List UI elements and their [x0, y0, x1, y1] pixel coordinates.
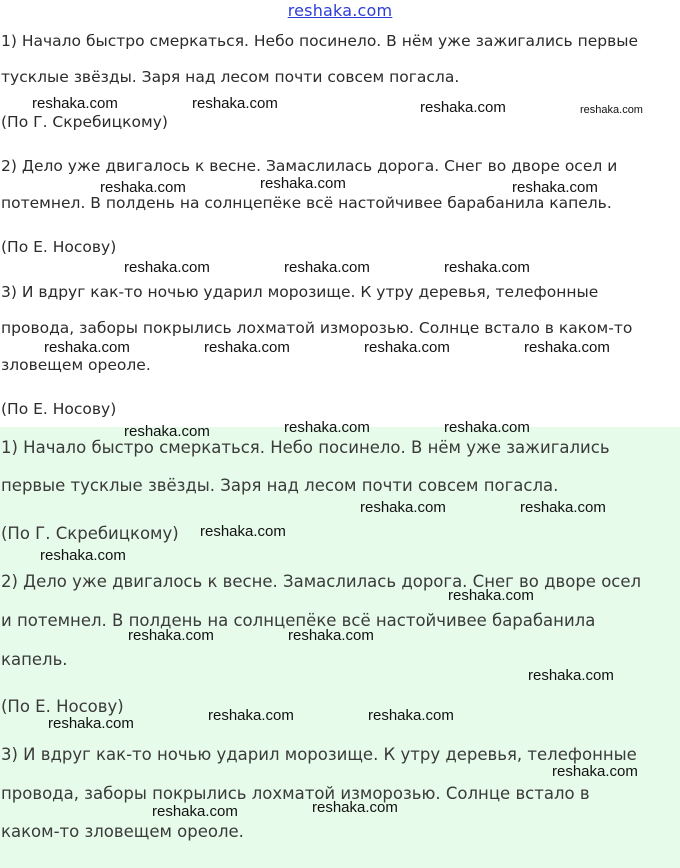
watermark: reshaka.com — [284, 419, 370, 436]
watermark: reshaka.com — [520, 499, 606, 516]
top-line-2: тусклые звёзды. Заря над лесом почти совсем погасла. — [1, 68, 460, 86]
watermark: reshaka.com — [128, 627, 214, 644]
bottom-line-5: и потемнел. В полдень на солнцепёке всё настойчивее барабанила — [1, 611, 596, 630]
watermark: reshaka.com — [552, 763, 638, 780]
watermark: reshaka.com — [100, 179, 186, 196]
bottom-line-9: провода, заборы покрылись лохматой изморозью. Солнце встало в — [1, 784, 590, 803]
watermark: reshaka.com — [192, 95, 278, 112]
top-line-5: потемнел. В полдень на солнцепёке всё настойчивее барабанила капель. — [1, 194, 612, 212]
watermark: reshaka.com — [204, 339, 290, 356]
watermark: reshaka.com — [124, 423, 210, 440]
watermark: reshaka.com — [528, 667, 614, 684]
watermark: reshaka.com — [360, 499, 446, 516]
watermark: reshaka.com — [448, 587, 534, 604]
top-line-7: 3) И вдруг как-то ночью ударил морозище. К утру деревья, телефонные — [1, 283, 599, 301]
watermark: reshaka.com — [32, 95, 118, 112]
top-line-10: (По Е. Носову) — [1, 400, 117, 418]
watermark: reshaka.com — [524, 339, 610, 356]
top-line-8: провода, заборы покрылись лохматой изморозью. Солнце встало в каком-то — [1, 319, 633, 337]
watermark: reshaka.com — [364, 339, 450, 356]
watermark: reshaka.com — [444, 419, 530, 436]
watermark: reshaka.com — [420, 99, 506, 116]
bottom-line-4: 2) Дело уже двигалось к весне. Замаслилась дорога. Снег во дворе осел — [1, 572, 642, 591]
bottom-line-8: 3) И вдруг как-то ночью ударил морозище. К утру деревья, телефонные — [1, 745, 637, 764]
top-line-9: зловещем ореоле. — [1, 356, 151, 374]
watermark: reshaka.com — [260, 175, 346, 192]
watermark: reshaka.com — [44, 339, 130, 356]
watermark: reshaka.com — [284, 259, 370, 276]
watermark: reshaka.com — [580, 104, 643, 116]
watermark: reshaka.com — [444, 259, 530, 276]
watermark: reshaka.com — [208, 707, 294, 724]
watermark: reshaka.com — [152, 803, 238, 820]
bottom-line-6: капель. — [1, 650, 68, 669]
watermark: reshaka.com — [48, 715, 134, 732]
watermark: reshaka.com — [288, 627, 374, 644]
bottom-line-10: каком-то зловещем ореоле. — [1, 822, 244, 841]
bottom-line-1: 1) Начало быстро смеркаться. Небо посинело. В нём уже зажигались — [1, 438, 610, 457]
watermark: reshaka.com — [312, 799, 398, 816]
watermark: reshaka.com — [200, 523, 286, 540]
watermark: reshaka.com — [124, 259, 210, 276]
top-line-4: 2) Дело уже двигалось к весне. Замаслилась дорога. Снег во дворе осел и — [1, 157, 618, 175]
top-line-6: (По Е. Носову) — [1, 238, 117, 256]
bottom-line-7: (По Е. Носову) — [1, 697, 124, 716]
top-text-panel — [0, 0, 680, 427]
bottom-line-3: (По Г. Скребицкому) — [1, 524, 179, 543]
top-line-1: 1) Начало быстро смеркаться. Небо посинело. В нём уже зажигались первые — [1, 32, 639, 50]
header-brand-link[interactable]: reshaka.com — [287, 1, 393, 20]
watermark: reshaka.com — [368, 707, 454, 724]
bottom-line-2: первые тусклые звёзды. Заря над лесом почти совсем погасла. — [1, 476, 559, 495]
watermark: reshaka.com — [40, 547, 126, 564]
watermark: reshaka.com — [512, 179, 598, 196]
top-line-3: (По Г. Скребицкому) — [1, 113, 168, 131]
